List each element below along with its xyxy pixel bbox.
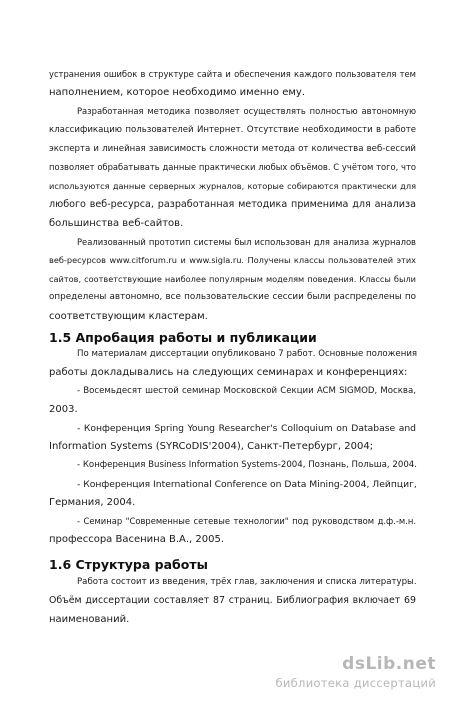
text-line: Работа состоит из введения, трёх глав, заключения и списка литературы. <box>77 577 417 587</box>
text-line: соответствующим кластерам. <box>49 311 208 322</box>
text-line: работы докладывались на следующих семинарах и конференциях: <box>49 367 408 378</box>
list-item: - Конференция International Conference on Data Mining-2004, Лейпциг, <box>77 479 417 490</box>
text-line: Реализованный прототип системы был использован для анализа журналов <box>77 237 416 247</box>
text-line: Объём диссертации составляет 87 страниц. Библиография включает 69 <box>49 595 416 606</box>
section-heading: 1.6 Структура работы <box>49 557 208 572</box>
text-line: большинства веб-сайтов. <box>49 218 184 229</box>
text-line: веб-ресурсов www.citforum.ru и www.sigla.ru. Получены классы пользователей этих <box>49 255 416 265</box>
text-line: любого веб-ресурса, разработанная методика применима для анализа <box>49 199 416 210</box>
watermark-logo: dsLib.net <box>342 654 436 674</box>
text-line: используются данные серверных журналов, которые собираются практически для <box>49 181 416 191</box>
list-item: - Конференция Business Information Systems-2004, Познань, Польша, 2004. <box>77 460 417 470</box>
list-item: - Конференция Spring Young Researcher's Colloquium on Database and <box>77 423 416 434</box>
text-line: 2003. <box>49 404 78 415</box>
text-line: устранения ошибок в структуре сайта и обеспечения каждого пользователя тем <box>49 69 416 79</box>
list-item: - Семинар "Современные сетевые технологии" под руководством д.ф.-м.н. <box>77 516 416 526</box>
text-line: профессора Васенина В.А., 2005. <box>49 534 225 545</box>
text-line: Разработанная методика позволяет осуществлять полностью автономную <box>77 106 416 116</box>
text-line: эксперта и линейная зависимость сложности метода от количества веб-сессий <box>49 144 416 154</box>
text-line: наполнением, которое необходимо именно ему. <box>49 87 306 98</box>
text-line: определены автономно, все пользовательские сессии были распределены по <box>49 292 416 302</box>
watermark-subtitle: библиотека диссертаций <box>275 676 436 690</box>
text-line: классификацию пользователей Интернет. Отсутствие необходимости в работе <box>49 125 416 135</box>
text-line: сайтов, соответствующие наиболее популярным моделям поведения. Классы были <box>49 274 416 284</box>
text-line: наименований. <box>49 614 130 625</box>
text-line: позволяет обрабатывать данные практически любых объёмов. С учётом того, что <box>49 162 416 172</box>
text-line: Германия, 2004. <box>49 497 136 508</box>
text-line: По материалам диссертации опубликовано 7 работ. Основные положения <box>77 349 418 359</box>
list-item: - Восемьдесят шестой семинар Московской Секции ACM SIGMOD, Москва, <box>77 386 416 396</box>
section-heading: 1.5 Апробация работы и публикации <box>49 330 317 345</box>
text-line: Information Systems (SYRCoDIS'2004), Санкт-Петербург, 2004; <box>49 441 374 452</box>
